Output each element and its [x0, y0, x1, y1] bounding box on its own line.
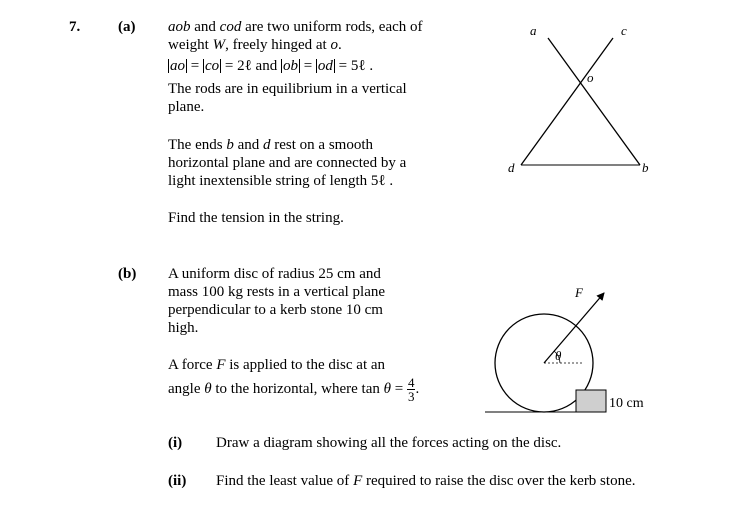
rod-cod-line	[521, 38, 613, 165]
text-smooth: rest on a smooth	[270, 137, 373, 153]
label-c: c	[621, 23, 627, 38]
rod-aob-line	[548, 38, 640, 165]
eq-sign-tan: =	[391, 381, 407, 397]
text-raise: required to raise the disc over the kerb stone.	[362, 473, 636, 489]
seg-od: od	[317, 58, 333, 74]
eq-sign-2: = 2ℓ and	[221, 58, 281, 74]
part-a-line-7: horizontal plane and are connected by a	[168, 155, 407, 171]
text-rest: are two uniform rods, each of	[241, 19, 423, 35]
weight-symbol: W	[212, 37, 226, 53]
rod-cod: cod	[219, 19, 242, 35]
text-period: .	[337, 37, 342, 53]
text-applied: is applied to the disc at an	[225, 357, 386, 373]
theta-symbol: θ	[204, 381, 212, 397]
force-symbol-2: F	[353, 473, 363, 489]
kerb-stone	[576, 390, 606, 412]
text-ends: The ends	[168, 137, 227, 153]
force-arrow	[544, 293, 604, 363]
text-a-force: A force	[168, 357, 217, 373]
question-number: 7.	[69, 19, 81, 35]
kerb-height-label: 10 cm	[609, 396, 644, 411]
seg-ao: ao	[170, 58, 185, 74]
label-a: a	[530, 23, 537, 38]
part-b-line-3: perpendicular to a kerb stone 10 cm	[168, 302, 383, 318]
part-a-label: (a)	[118, 19, 136, 35]
part-b-line-2: mass 100 kg rests in a vertical plane	[168, 284, 386, 300]
seg-ob: ob	[282, 58, 298, 74]
theta-symbol-2: θ	[383, 381, 392, 397]
force-symbol: F	[216, 357, 226, 373]
end-b: b	[226, 137, 234, 153]
eq-sign-1: =	[187, 58, 203, 74]
text-least: Find the least value of	[216, 473, 354, 489]
part-b-line-1: A uniform disc of radius 25 cm and	[168, 266, 381, 282]
text-and: and	[190, 19, 220, 35]
part-b-line-4: high.	[168, 320, 199, 336]
part-a-line-8: light inextensible string of length 5ℓ .	[168, 173, 394, 189]
sub-i-text: Draw a diagram showing all the forces acting on the disc.	[216, 435, 562, 451]
fraction-numerator: 4	[407, 375, 415, 391]
label-b: b	[642, 160, 649, 175]
text-angle: angle	[168, 381, 205, 397]
hinge-point-o: o	[330, 37, 338, 53]
label-d: d	[508, 160, 515, 175]
text-hinged: , freely hinged at	[225, 37, 331, 53]
text-and-2: and	[233, 137, 263, 153]
part-b-label: (b)	[118, 266, 137, 282]
sub-ii-label: (ii)	[168, 473, 187, 489]
sub-i-label: (i)	[168, 435, 183, 451]
part-a-line-4: The rods are in equilibrium in a vertical	[168, 81, 407, 97]
part-a-line-9: Find the tension in the string.	[168, 210, 344, 226]
rods-diagram	[508, 23, 649, 175]
eq-sign-4: = 5ℓ .	[334, 58, 374, 74]
text-tan: to the horizontal, where tan	[211, 381, 384, 397]
label-theta: θ	[555, 348, 562, 363]
label-o: o	[587, 70, 594, 85]
disc-diagram	[485, 285, 644, 412]
label-F: F	[575, 285, 583, 300]
part-a-line-5: plane.	[168, 99, 205, 115]
fraction-denominator: 3	[407, 389, 415, 405]
eq-sign-3: =	[299, 58, 316, 74]
rod-aob: aob	[168, 19, 191, 35]
seg-co: co	[204, 58, 220, 74]
end-d: d	[263, 137, 271, 153]
text-weight: weight	[168, 37, 213, 53]
text-period-2: .	[415, 381, 420, 397]
